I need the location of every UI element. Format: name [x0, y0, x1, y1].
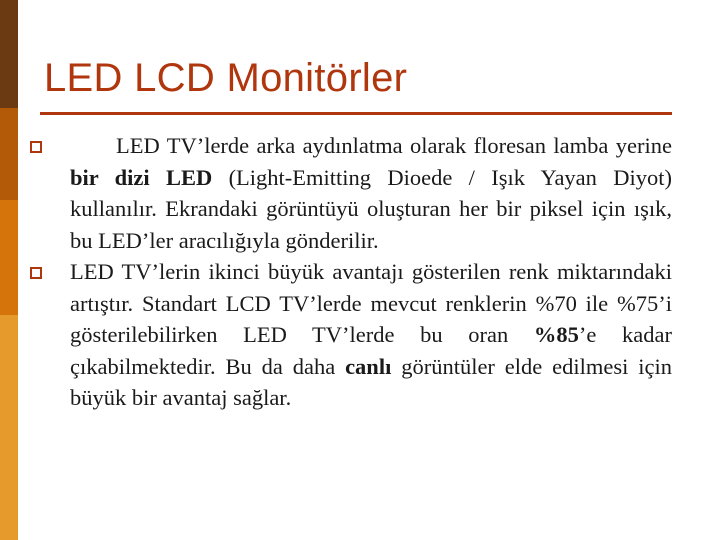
bullet-item: [30, 130, 672, 256]
bullet-text: LED TV’lerin ikinci büyük avantajı gösterilen renk miktarındaki artıştır. Standart LCD TV’lerde mevcut renklerin %70 ile %75’i gösterilebilirken LED TV’lerde bu oran: [70, 259, 672, 347]
bullet-text: (Light-Emitting Dioede / Işık Yayan Diyot) kullanılır. Ekrandaki görüntüyü oluşturan her bir piksel için ışık, bu LED’ler aracılığıyla gönderilir.: [70, 164, 672, 253]
bullet-text: görüntüler elde edilmesi için büyük bir avantaj sağlar.: [70, 353, 673, 410]
sidebar-stripe: [0, 0, 18, 540]
bullet-text: LED TV’lerde arka aydınlatma olarak floresan lamba yerine: [116, 133, 672, 158]
square-bullet-icon: [30, 267, 42, 279]
bullet-bold-text: %85: [533, 322, 579, 347]
sidebar-band: [0, 315, 18, 540]
bullet-text: ’e kadar çıkabilmektedir. Bu da daha: [70, 322, 672, 379]
bullet-bold-text: bir dizi LED: [70, 164, 213, 190]
sidebar-band: [0, 0, 18, 108]
sidebar-band: [0, 200, 18, 315]
bullet-list: [30, 130, 672, 414]
slide-title: LED LCD Monitörler: [44, 56, 408, 100]
sidebar-band: [0, 108, 18, 200]
title-underline: [40, 112, 672, 115]
bullet-bold-text: canlı: [345, 353, 392, 379]
bullet-item: [30, 256, 672, 414]
square-bullet-icon: [30, 141, 42, 153]
